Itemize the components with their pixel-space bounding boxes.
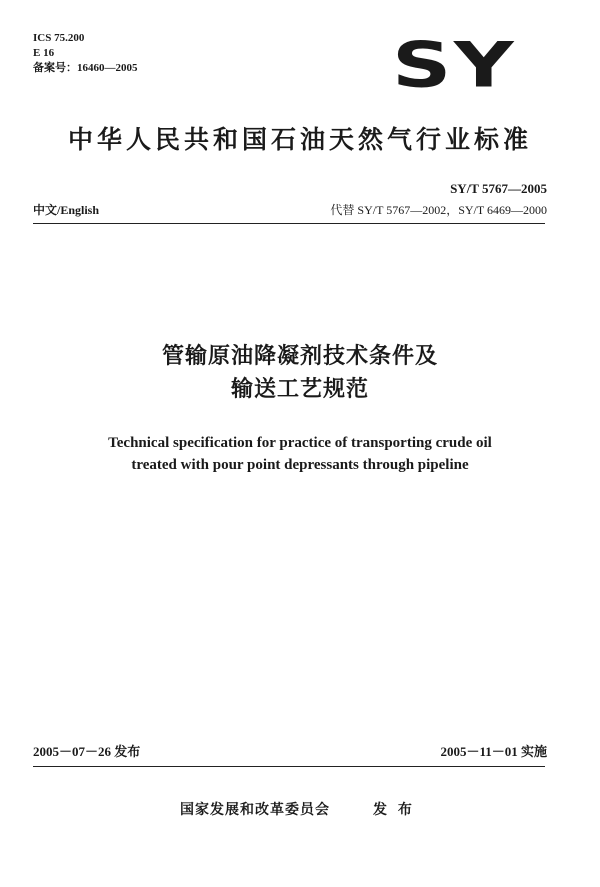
- chinese-title-line-2: 输送工艺规范: [230, 377, 369, 402]
- english-title-line-2: treated with pour point depressants through pipeline: [131, 457, 469, 473]
- header-divider: [33, 223, 545, 224]
- organization-title: 中华人民共和国石油天然气行业标准: [67, 125, 532, 154]
- footer-divider: [33, 766, 545, 767]
- replaces-note: 代替 SY/T 5767—2002，SY/T 6469—2000: [330, 203, 547, 217]
- chinese-title-line-1: 管输原油降凝剂技术条件及: [161, 344, 438, 369]
- record-number: 备案号：16460—2005: [33, 62, 138, 74]
- sy-logo: SY: [392, 28, 517, 102]
- implementation-date: 2005－11－01 实施: [440, 744, 547, 759]
- english-title: [0, 432, 600, 476]
- chinese-title: [0, 340, 600, 406]
- english-title-line-1: Technical specification for practice of transporting crude oil: [108, 435, 492, 451]
- ics-code: ICS 75.200: [33, 32, 85, 44]
- standard-number: SY/T 5767—2005: [450, 181, 547, 196]
- publish-label: 发 布: [373, 802, 415, 818]
- publisher-name: 国家发展和改革委员会: [180, 802, 330, 818]
- classification-code: E 16: [33, 47, 55, 59]
- issue-date: 2005－07－26 发布: [33, 744, 141, 759]
- language-label: 中文/English: [33, 203, 100, 217]
- document-metadata: [33, 31, 138, 76]
